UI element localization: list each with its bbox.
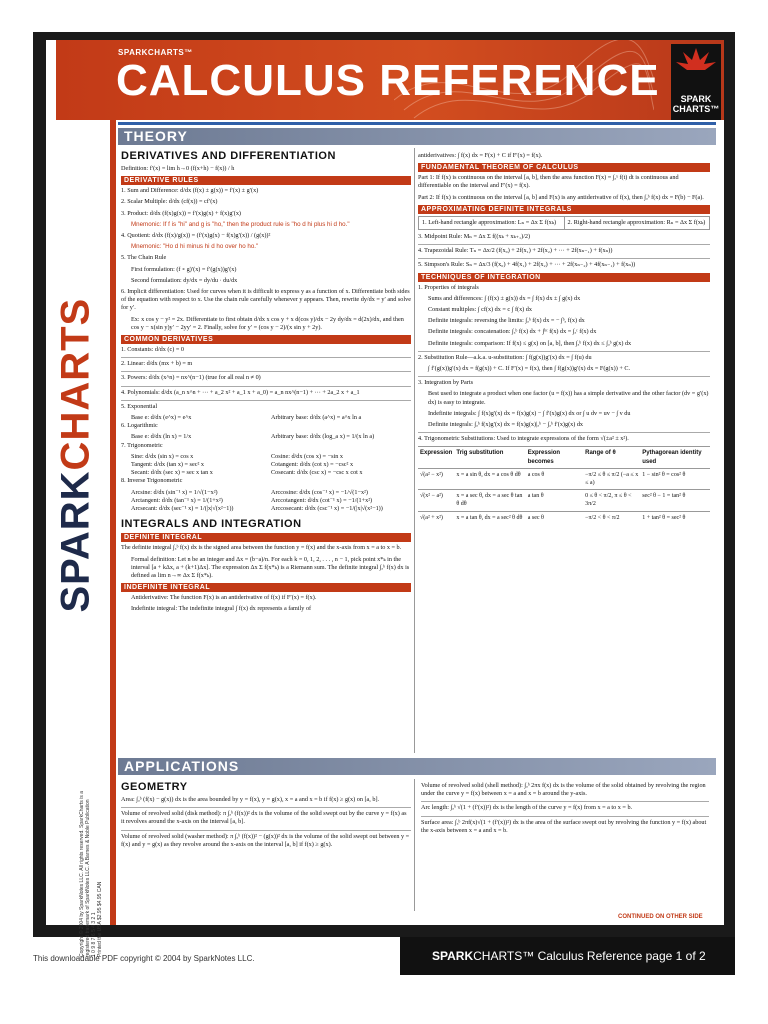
tech-sums: Sums and differences: ∫ (f(x) ± g(x)) dx = ∫ f(x) dx ± ∫ g(x) dx (428, 294, 581, 302)
inv-arctangent: Arctangent: d/dx (tan⁻¹ x) = 1/(1+x²) (131, 496, 223, 504)
approx-band: APPROXIMATING DEFINITE INTEGRALS (418, 205, 710, 214)
tech-parts-def: Definite integrals: ∫ₐᵇ f(x)g′(x) dx = f(x)g(x)|ₐᵇ − ∫ₐᵇ f′(x)g(x) dx (428, 421, 584, 429)
trig-cotangent: Cotangent: d/dx (cot x) = −csc² x (271, 461, 354, 469)
table-cell: −π/2 ≤ θ ≤ π/2 (−a ≤ x ≤ a) (583, 468, 640, 489)
exp-base-e: Base e: d/dx (e^x) = e^x (131, 414, 192, 422)
tech-parts-text: Best used to integrate a product when one factor (u = f(x)) has a simple derivative and the other factor (dv = g′(x) dx) is easy to integrate. (428, 390, 709, 406)
spark-flame-icon (671, 44, 721, 84)
table-cell: sec² θ − 1 = tan² θ (640, 490, 710, 511)
inv-arcsecant: Arcsecant: d/dx (sec⁻¹ x) = 1/(|x|√(x²−1)) (131, 505, 234, 513)
table-row (418, 490, 710, 511)
inv-arccotangent: Arccotangent: d/dx (cot⁻¹ x) = −1/(1+x²) (271, 496, 373, 504)
footer-notch-icon (386, 937, 426, 975)
approx-simpson: 5. Simpson's Rule: Sₙ = Δx/3 (f(x₀) + 4f(x₁) + 2f(x₂) + ··· + 2f(xₙ₋₂) + 4f(xₙ₋₁) + f(xₙ)) (418, 261, 636, 269)
ftc-part2: Part 2: If f(x) is continuous on the interval [a, b] and F(x) is any antiderivative of f(x), then ∫ₐᵇ f(x) dx = F(b) − F(a). (418, 193, 704, 201)
table-header-cell: Trig substitution (454, 447, 525, 468)
indefinite-integral-band: INDEFINITE INTEGRAL (121, 583, 411, 592)
tech-constant: Constant multiples: ∫ cf(x) dx = c ∫ f(x) dx (428, 306, 532, 314)
logo-line2: CHARTS™ (672, 104, 720, 114)
table-cell: x = a sin θ, dx = a cos θ dθ (454, 468, 525, 489)
common-powers: 3. Powers: d/dx (x^n) = nx^(n−1) (true for all real n ≠ 0) (121, 374, 261, 382)
table-header-cell: Expression becomes (526, 447, 583, 468)
table-header-cell: Expression (418, 447, 454, 468)
footer-copyright: This downloadable PDF copyright © 2004 by SparkNotes LLC. (33, 954, 255, 963)
spine-isbn: 1 0 9 8 7 6 5 4 3 2 1 (91, 912, 97, 957)
inv-arcsine: Arcsine: d/dx (sin⁻¹ x) = 1/√(1−x²) (131, 488, 218, 496)
chain-first: First formulation: (f ∘ g)′(x) = f′(g(x))g′(x) (131, 265, 237, 273)
table-cell: a sec θ (526, 511, 583, 524)
ftc-part1: Part 1: If f(x) is continuous on the interval [a, b], then the area function F(x) = ∫ₐˣ f(t) dt is continuous and differentiable on the interval and F′(x) = f(x). (418, 174, 679, 190)
antiderivative-def: Antiderivative: The function F(x) is an antiderivative of f(x) if F′(x) = f(x). (131, 594, 317, 602)
trig-cosine: Cosine: d/dx (cos x) = −sin x (271, 452, 343, 460)
theory-left-column (121, 148, 411, 617)
inv-arccosine: Arccosine: d/dx (cos⁻¹ x) = −1/√(1−x²) (271, 488, 368, 496)
table-cell: √(a² − x²) (418, 468, 454, 489)
trig-secant: Secant: d/dx (sec x) = sec x tan x (131, 469, 213, 477)
applications-right (421, 782, 709, 838)
table-cell: 0 ≤ θ < π/2, π ≤ θ < 3π/2 (583, 490, 640, 511)
spine-title-spark: SPARK (53, 470, 98, 613)
page-title: CALCULUS REFERENCE (116, 56, 660, 105)
footer-title (432, 949, 706, 963)
spine-title-charts: CHARTS (53, 297, 98, 471)
red-divider-strip (110, 120, 116, 925)
trig-cosecant: Cosecant: d/dx (csc x) = −csc x cot x (271, 469, 363, 477)
tech-reversing: Definite integrals: reversing the limits: ∫ₐᵇ f(x) dx = − ∫ᵇₐ f(x) dx (428, 317, 585, 325)
geometry-heading: GEOMETRY (121, 781, 188, 793)
table-row (418, 468, 710, 489)
common-derivatives-band: COMMON DERIVATIVES (121, 335, 411, 344)
approx-left: 1. Left-hand rectangle approximation: Lₙ = Δx Σ f(xₖ) (422, 218, 557, 226)
applications-divider (414, 779, 415, 911)
tech-concatenation: Definite integrals: concatenation: ∫ₐᵇ f(x) dx + ∫ᵇᶜ f(x) dx = ∫ₐᶜ f(x) dx (428, 328, 597, 336)
brand-small: SPARKCHARTS™ (118, 48, 193, 57)
tech-parts-indef: Indefinite integrals: ∫ f(x)g′(x) dx = f(x)g(x) − ∫ f′(x)g(x) dx or ∫ u dv = uv − ∫ v du (428, 409, 631, 417)
table-cell: −π/2 < θ < π/2 (583, 511, 640, 524)
app-shell: Volume of revolved solid (shell method): ∫ₐᵇ 2πx f(x) dx is the volume of the solid obtained by revolving the region under the curve y = f(x) between x = a and x = b around the y-axis. (421, 782, 706, 798)
trig-tangent: Tangent: d/dx (tan x) = sec² x (131, 461, 204, 469)
sparkcharts-logo (671, 44, 721, 120)
blue-rule (118, 122, 716, 125)
tech-parts: 3. Integration by Parts (418, 379, 473, 387)
table-cell: x = a sec θ, dx = a sec θ tan θ dθ (454, 490, 525, 511)
table-cell: 1 + tan² θ = sec² θ (640, 511, 710, 524)
definite-integral-text: The definite integral ∫ₐᵇ f(x) dx is the signed area between the function y = f(x) and the x-axis from x = a to x = b. (121, 544, 402, 552)
rule-quotient: 4. Quotient: d/dx (f(x)/g(x)) = (f′(x)g(x) − f(x)g′(x)) / (g(x))² (121, 232, 271, 240)
applications-band: APPLICATIONS (118, 758, 716, 775)
rule-chain: 5. The Chain Rule (121, 254, 167, 262)
log-arbitrary: Arbitrary base: d/dx (log_a x) = 1/(x ln a) (271, 433, 375, 441)
common-exponential: 5. Exponential (121, 402, 158, 410)
approx-midpoint: 3. Midpoint Rule: Mₙ = Δx Σ f((xₖ + xₖ₊₁)/2) (418, 233, 531, 241)
implicit-example: Ex: x cos y − y² = 2x. Differentiate to first obtain d/dx x cos y + x d(cos y)/dx − 2y dy/dx = d(2x)/dx, and then cos y − x(sin y)y′ − 2yy′ = 2. Finally, solve for y′ = (cos y − 2)/(x sin y + 2y). (131, 315, 404, 331)
header-banner (56, 40, 724, 120)
tech-comparison: Definite integrals: comparison: If f(x) ≤ g(x) on [a, b], then ∫ₐᵇ f(x) dx ≤ ∫ₐᵇ g(x) dx (428, 339, 632, 347)
ftc-band: FUNDAMENTAL THEOREM OF CALCULUS (418, 163, 710, 172)
trig-sub-table (418, 446, 710, 523)
tech-substitution: 2. Substitution Rule—a.k.a. u-substitution: ∫ f(g(x))g′(x) dx = ∫ f(u) du (418, 353, 592, 361)
approx-trapezoidal: 4. Trapezoidal Rule: Tₙ = Δx/2 (f(x₀) + 2f(x₁) + 2f(x₂) + ··· + 2f(xₙ₋₁) + f(xₙ)) (418, 247, 613, 255)
applications-left (121, 779, 411, 852)
table-cell: 1 − sin² θ = cos² θ (640, 468, 710, 489)
table-cell: a tan θ (526, 490, 583, 511)
trig-sine: Sine: d/dx (sin x) = cos x (131, 452, 194, 460)
table-header-cell: Range of θ (583, 447, 640, 468)
definite-integral-band: DEFINITE INTEGRAL (121, 533, 411, 542)
table-header-cell: Pythagorean identity used (640, 447, 710, 468)
integrals-heading: INTEGRALS AND INTEGRATION (121, 518, 302, 531)
derivative-rules-band: DERIVATIVE RULES (121, 176, 411, 185)
techniques-band: TECHNIQUES OF INTEGRATION (418, 273, 710, 282)
chain-second: Second formulation: dy/dx = dy/du · du/dx (131, 276, 238, 284)
spine-copyright (79, 787, 103, 957)
common-trigonometric: 7. Trigonometric (121, 441, 163, 449)
spine-price: Printed the USA $2.95 $4.95 CAN (97, 881, 103, 957)
logo-line1: SPARK (680, 94, 712, 104)
common-constants: 1. Constants: d/dx (c) = 0 (121, 346, 184, 354)
inv-arccosecant: Arccosecant: d/dx (csc⁻¹ x) = −1/(|x|√(x²−1)) (271, 505, 383, 513)
app-surface-area: Surface area: ∫ₐᵇ 2πf(x)√(1 + (f′(x))²) dx is the area of the surface swept out by revolving the function y = f(x) about the x-axis between x = a and x = b. (421, 818, 707, 834)
rule-scalar: 2. Scalar Multiple: d/dx (cf(x)) = cf′(x) (121, 198, 218, 206)
left-spine (46, 120, 110, 957)
app-arc-length: Arc length: ∫ₐᵇ √(1 + (f′(x))²) dx is the length of the curve y = f(x) from x = a to x = b. (421, 804, 633, 812)
indefinite-def: Indefinite integral: The indefinite integral ∫ f(x) dx represents a family of (131, 605, 312, 613)
formal-definition: Formal definition: Let n be an integer and Δx = (b−a)/n. For each k = 0, 1, 2, . . . , n − 1, pick point x*ₖ in the interval [a + kΔx, a + (k+1)Δx]. The expression Δx Σ f(x*ₖ) is a Riemann sum. The definite integral ∫ₐᵇ f(x) dx is defined as lim n→∞ Δx Σ f(x*ₖ). (131, 555, 410, 579)
app-area: Area: ∫ₐᵇ (f(x) − g(x)) dx is the area bounded by y = f(x), y = g(x), x = a and x = b if f(x) ≥ g(x) on [a, b]. (121, 796, 380, 803)
approx-right: 2. Right-hand rectangle approximation: Rₙ = Δx Σ f(xₖ) (564, 217, 710, 229)
app-disk: Volume of revolved solid (disk method): π ∫ₐᵇ (f(x))² dx is the volume of the solid swept out by the curve y = f(x) as it revolves around the x-axis on the interval [a, b]. (121, 810, 407, 826)
theory-right-column (418, 152, 710, 524)
antiderivatives-continued: antiderivatives: ∫ f(x) dx = F(x) + C if F′(x) = f(x). (418, 152, 543, 159)
footer-bar (400, 937, 735, 975)
rule-sum: 1. Sum and Difference: d/dx (f(x) ± g(x)) = f′(x) ± g′(x) (121, 187, 259, 195)
spine-title (53, 297, 99, 613)
footer-brand: SPARK (432, 949, 474, 963)
table-cell: x = a tan θ, dx = a sec² θ dθ (454, 511, 525, 524)
footer-page-info: CHARTS™ Calculus Reference page 1 of 2 (473, 949, 706, 963)
table-cell: √(a² + x²) (418, 511, 454, 524)
derivative-definition: Definition: f′(x) = lim h→0 (f(x+h) − f(x)) / h (121, 165, 235, 172)
tech-trig-sub: 4. Trigonometric Substitutions: Used to integrate expressions of the form √(±a² ± x²). (418, 435, 629, 443)
table-cell: a cos θ (526, 468, 583, 489)
log-base-e: Base e: d/dx (ln x) = 1/x (131, 433, 192, 441)
common-linear: 2. Linear: d/dx (mx + b) = m (121, 360, 193, 368)
column-divider (414, 148, 415, 753)
trig-table-header (418, 447, 710, 468)
tech-substitution-b: ∫ f′(g(x))g′(x) dx = f(g(x)) + C. If F′(x) = f(x), then ∫ f(g(x))g′(x) dx = F(g(x)) + C. (428, 365, 631, 373)
derivatives-heading: DERIVATIVES AND DIFFERENTIATION (121, 150, 336, 162)
rule-product: 3. Product: d/dx (f(x)g(x)) = f′(x)g(x) + f(x)g′(x) (121, 209, 241, 217)
table-row (418, 511, 710, 524)
spine-copyright-text: Copyright © 2004 by SparkNotes LLC. All rights reserved. SparkCharts is a registered trademark of SparkNotes LLC. A Barnes & Noble Publication (79, 791, 91, 957)
theory-band: THEORY (118, 128, 716, 145)
table-cell: √(x² − a²) (418, 490, 454, 511)
implicit-differentiation: 6. Implicit differentiation: Used for curves when it is difficult to express y as a function of x. Differentiate both sides of the equation with respect to x. Use the chain rule carefully whenever y appears. Then, rewrite dy/dx = y′ and solve for y′. (121, 288, 411, 312)
continued-label: CONTINUED ON OTHER SIDE (618, 914, 703, 920)
quotient-mnemonic: Mnemonic: "Ho d hi minus hi d ho over ho ho." (131, 243, 259, 251)
common-logarithmic: 6. Logarithmic (121, 422, 158, 430)
common-polynomials: 4. Polynomials: d/dx (a_n x^n + ··· + a_2 x² + a_1 x + a_0) = a_n nx^(n−1) + ··· + 2a_2 x + a_1 (121, 388, 360, 396)
app-washer: Volume of revolved solid (washer method): π ∫ₐᵇ (f(x))² − (g(x))² dx is the volume of the solid swept out between y = f(x) and y = g(x) as they revolve around the x-axis on the interval [a, b] if f(x) ≥ g(x). (121, 832, 410, 848)
product-mnemonic: Mnemonic: If f is "hi" and g is "ho," then the product rule is "ho d hi plus hi d ho." (131, 220, 350, 228)
tech-properties: 1. Properties of integrals (418, 283, 479, 291)
common-inverse-trig: 8. Inverse Trigonometric (121, 477, 183, 485)
exp-arbitrary: Arbitrary base: d/dx (a^x) = a^x ln a (271, 414, 362, 422)
